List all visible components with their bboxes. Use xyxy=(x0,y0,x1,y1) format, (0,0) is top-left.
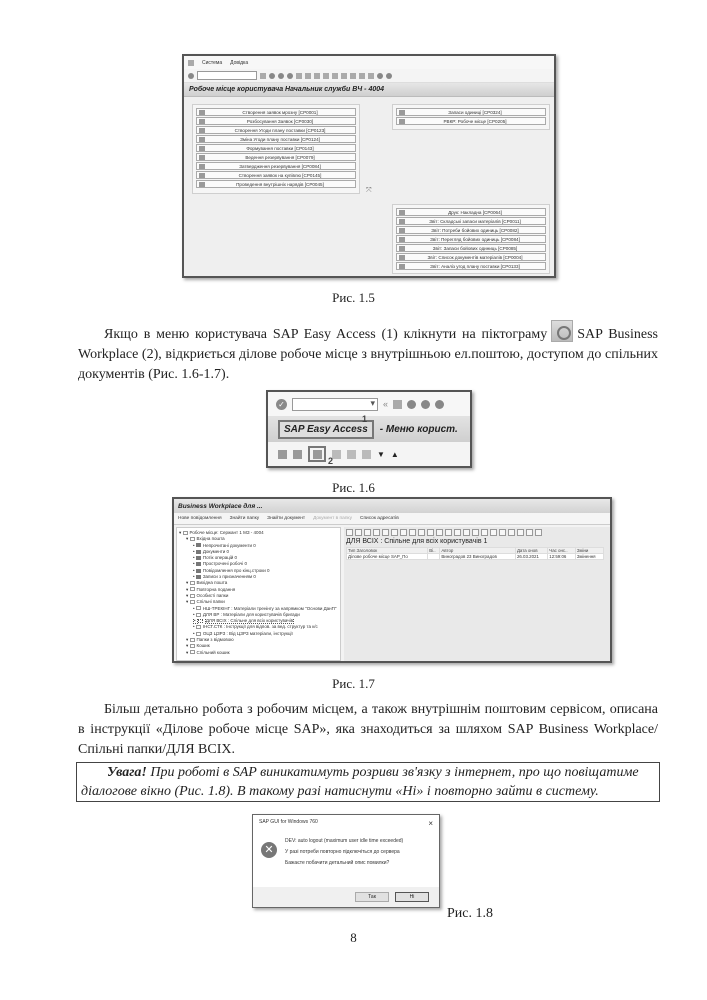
tree-node-label: Потік операцій 0 xyxy=(202,555,238,561)
list-tool-icon[interactable] xyxy=(490,529,497,536)
table-cell: Виноградов 23 Виноградов xyxy=(440,554,516,560)
tree-node-label: Документи 0 xyxy=(202,548,230,554)
column-header[interactable]: Автор xyxy=(440,548,516,554)
transaction-button[interactable] xyxy=(196,126,356,134)
screen-title: Робоче місце користувача Начальник служби ВЧ - 4004 xyxy=(184,83,554,97)
table-cell xyxy=(428,554,440,560)
left-button-panel xyxy=(192,104,360,194)
dialog-footer xyxy=(253,887,439,907)
list-tool-icon[interactable] xyxy=(364,529,371,536)
tree-node-label: Записи з призначенням 0 xyxy=(202,574,256,580)
list-tool-icon[interactable] xyxy=(373,529,380,536)
user-menu-title: - Меню корист. xyxy=(379,423,458,435)
tree-node-label: Повідомлення про кінц.строки 0 xyxy=(202,567,270,573)
first-page-icon[interactable] xyxy=(323,73,329,79)
tree-node-label: Робоче місце: Сержант 1 МЗ - 4004 xyxy=(189,530,264,535)
other-menu-icon[interactable] xyxy=(278,450,287,459)
page-number: 8 xyxy=(350,930,357,945)
paragraph-text: SAP Business Workplace (2), відкриється ділове робоче місце з внутрішньою ел.поштою, доступом до спільних документів (Рис. 1.6-1.7). xyxy=(78,327,659,382)
list-tool-icon[interactable] xyxy=(445,529,452,536)
transaction-button[interactable] xyxy=(196,171,356,179)
add-menu-icon[interactable] xyxy=(293,450,302,459)
button-label: Звіт: Перегляд бойових одиниць [CP0084] xyxy=(430,236,520,242)
list-tool-icon[interactable] xyxy=(472,529,479,536)
expand-icon[interactable]: ⤧ xyxy=(366,187,372,194)
back-icon[interactable] xyxy=(407,400,416,409)
delete-favorite-icon[interactable] xyxy=(347,450,356,459)
list-tool-icon[interactable] xyxy=(382,529,389,536)
help-icon[interactable] xyxy=(377,73,383,79)
list-tool-icon[interactable] xyxy=(418,529,425,536)
expand-arrow-icon[interactable]: ▾ xyxy=(186,592,190,598)
tree-node-label: Вхідна пошта xyxy=(196,536,225,542)
document-to-folder-button[interactable]: Документ в папку xyxy=(313,516,352,521)
business-workplace-icon xyxy=(313,450,322,459)
folder-icon xyxy=(190,600,195,604)
close-icon[interactable]: × xyxy=(428,819,433,828)
business-workplace-button[interactable] xyxy=(308,446,326,462)
right-bottom-button-panel xyxy=(392,204,550,274)
tree-node-label: Спільні папки xyxy=(196,599,225,605)
figure-caption: Рис. 1.5 xyxy=(332,290,375,305)
folder-icon xyxy=(196,606,201,610)
list-tool-icon[interactable] xyxy=(409,529,416,536)
transaction-button[interactable] xyxy=(196,162,356,170)
error-icon: ✕ xyxy=(261,842,277,858)
sap-easy-access-title: SAP Easy Access xyxy=(278,420,374,439)
expand-arrow-icon[interactable]: • xyxy=(193,561,196,567)
yes-button[interactable]: Так xyxy=(355,892,389,902)
expand-arrow-icon[interactable]: • xyxy=(193,611,196,617)
button-label: Друк: Накладна [CP0064] xyxy=(448,209,502,215)
figure-1-7-screenshot xyxy=(172,497,612,663)
exit-icon[interactable] xyxy=(278,73,284,79)
paragraph-text: Якщо в меню користувача SAP Easy Access (1) клікнути на піктограму xyxy=(104,327,548,342)
edit-icon[interactable] xyxy=(362,450,371,459)
enter-icon[interactable] xyxy=(188,73,194,79)
back-icon[interactable] xyxy=(269,73,275,79)
column-header[interactable]: Час онс.. xyxy=(548,548,576,554)
expand-arrow-icon[interactable]: • xyxy=(193,555,196,561)
tree-node-label: Повторна подання xyxy=(196,586,236,592)
tree-node-label: Особисті папки xyxy=(196,592,229,598)
expand-arrow-icon[interactable]: • xyxy=(193,574,196,580)
add-favorite-icon[interactable] xyxy=(332,450,341,459)
button-label: Звіт: Запаси бойових одиниць [CP0085] xyxy=(432,245,518,251)
business-workplace-icon xyxy=(551,320,573,342)
expand-arrow-icon[interactable]: • xyxy=(193,630,196,636)
inbox-icon xyxy=(196,575,201,579)
folder-icon xyxy=(183,531,188,535)
list-tool-icon[interactable] xyxy=(535,529,542,536)
expand-arrow-icon[interactable]: ▾ xyxy=(186,536,190,542)
transaction-button[interactable] xyxy=(396,262,546,270)
button-label: Зміна Угоди плану поставки [CP0124] xyxy=(240,136,320,142)
window-icon xyxy=(188,60,194,66)
menu-system[interactable]: Система xyxy=(202,59,223,66)
tree-node-label: НШ-ТРЕКІНГ : Матеріали тренінгу за напрямком "Основи ДанП" xyxy=(202,605,337,611)
transaction-button[interactable] xyxy=(396,253,546,261)
expand-arrow-icon[interactable]: • xyxy=(193,567,196,573)
transaction-button[interactable] xyxy=(196,153,356,161)
paragraph-text: Більш детально робота з робочим місцем, а також внутрішнім поштовим сервісом, описана в інструкції «Ділове робоче місце SAP», яка знаходиться за шляхом SAP Business Workplace/Спільні папки/ДЛЯ ВСІХ. xyxy=(78,702,658,757)
transaction-button[interactable] xyxy=(196,117,356,125)
expand-arrow-icon[interactable]: • xyxy=(193,624,196,630)
button-label: Створення заявок мрозну [CP0001] xyxy=(242,109,318,115)
find-next-icon[interactable] xyxy=(314,73,320,79)
expand-arrow-icon[interactable]: ▾ xyxy=(179,530,183,535)
expand-arrow-icon[interactable]: ▾ xyxy=(186,649,190,655)
list-tool-icon[interactable] xyxy=(463,529,470,536)
folder-icon xyxy=(190,644,195,648)
button-label: Розбосування Заявок [CP0030] xyxy=(246,118,314,124)
list-tool-icon[interactable] xyxy=(499,529,506,536)
transaction-button[interactable] xyxy=(196,144,356,152)
table-cell: 12:59:06 xyxy=(548,554,576,560)
button-label: Створення заявок на купівлю [CP0145] xyxy=(238,172,322,178)
collapse-down-icon[interactable]: ▼ xyxy=(377,449,385,459)
dialog-message-line: Бажаєте побачити детальний опис помилки? xyxy=(285,860,390,866)
folder-tree xyxy=(176,527,341,661)
button-label: Затвердження резервування [CP0084] xyxy=(239,163,321,169)
list-toolbar xyxy=(344,527,610,538)
transaction-button[interactable] xyxy=(196,135,356,143)
button-label: РВКР: Робоче місце [CP0205] xyxy=(443,118,507,124)
button-label: Формування поставки [CP0143] xyxy=(246,145,314,151)
dialog-message-line: DEV: auto logout (maximum user idle time exceeded) xyxy=(285,838,404,844)
folder-icon xyxy=(190,587,195,591)
figure-caption: Рис. 1.7 xyxy=(332,676,375,691)
menu-help[interactable]: Довідка xyxy=(230,59,249,66)
figure-1-6-screenshot xyxy=(266,390,472,468)
distribution-list-button[interactable]: Список адресатів xyxy=(359,516,399,521)
table-cell: Змінення xyxy=(575,554,603,560)
list-tool-icon[interactable] xyxy=(508,529,515,536)
paragraph-workplace-instructions xyxy=(78,700,658,760)
button-label: Ведення резервування [CP0079] xyxy=(245,154,315,160)
tree-node-label: Спільний кошик xyxy=(196,649,230,655)
window-title: Business Workplace для ... xyxy=(174,499,610,513)
exit-icon[interactable] xyxy=(421,400,430,409)
cancel-icon[interactable] xyxy=(435,400,444,409)
marker-2: 2 xyxy=(328,456,334,466)
document-table xyxy=(346,547,604,560)
button-label: Запаси одиниці [CP0324] xyxy=(448,109,502,115)
dialog-body xyxy=(253,832,439,873)
list-tool-icon[interactable] xyxy=(346,529,353,536)
table-row[interactable] xyxy=(347,554,604,560)
tree-node-label: ІНСТ.СТК : Інструкції для відпов. за вед. структур та к/с xyxy=(202,624,318,630)
menu-bar xyxy=(184,56,554,69)
folder-icon xyxy=(190,638,195,642)
figure-1-8-dialog xyxy=(252,814,440,908)
list-tool-icon[interactable] xyxy=(481,529,488,536)
tree-node-label: ДЛЯ ВР : Матеріали для користувачів бригади xyxy=(202,611,300,617)
prev-page-icon[interactable] xyxy=(332,73,338,79)
tree-node-label: ОЦЗ ЦЗРЗ : Від ЦЗРЗ матеріали, інструкції xyxy=(202,630,293,636)
list-tool-icon[interactable] xyxy=(427,529,434,536)
button-label: Звіт: Складські запаси матеріалів [CP0011] xyxy=(429,218,521,224)
tree-node-label: Папки з відмовою xyxy=(196,637,234,643)
warning-label: Увага! xyxy=(107,765,147,780)
list-tool-icon[interactable] xyxy=(436,529,443,536)
expand-arrow-icon[interactable]: • xyxy=(193,542,196,548)
transaction-button[interactable] xyxy=(396,244,546,252)
folder-icon xyxy=(196,613,201,617)
folder-icon xyxy=(190,581,195,585)
tree-node-label: Непрочитані документи 0 xyxy=(202,542,256,548)
figure-caption: Рис. 1.6 xyxy=(332,480,375,495)
expand-arrow-icon[interactable]: ▾ xyxy=(186,643,190,649)
transaction-button[interactable] xyxy=(396,108,546,116)
command-field[interactable] xyxy=(197,71,257,80)
save-icon[interactable] xyxy=(393,400,402,409)
inbox-icon xyxy=(196,562,201,566)
find-folder-button[interactable]: Знайти папку xyxy=(229,516,260,521)
expand-arrow-icon[interactable]: ▾ xyxy=(186,599,190,605)
toolbar xyxy=(268,392,470,416)
expand-arrow-icon[interactable]: • xyxy=(193,605,196,611)
folder-icon xyxy=(196,625,201,629)
title-row xyxy=(268,416,470,442)
tree-node-label: Кошик xyxy=(196,643,210,649)
marker-1: 1 xyxy=(362,414,368,424)
column-header[interactable]: Ві.. xyxy=(428,548,440,554)
inbox-icon xyxy=(196,543,201,547)
button-label: Створення Угоди плану поставки [CP0123] xyxy=(234,127,326,133)
column-header[interactable]: Тип Заголовок xyxy=(347,548,428,554)
folder-icon xyxy=(198,619,203,623)
column-header[interactable]: Зміни xyxy=(575,548,603,554)
transaction-button[interactable] xyxy=(396,226,546,234)
button-label: Звіт: Аналіз угод плану поставки [CP0133] xyxy=(430,263,520,269)
warning-text: При роботі в SAP виникатимуть розриви зв'язку з інтернет, про що повіщатиме діалогове вікно (Рис. 1.8). В такому разі натиснути «Ні» і повторно зайти в систему. xyxy=(81,765,639,799)
expand-arrow-icon[interactable]: ▾ xyxy=(186,580,190,586)
transaction-button[interactable] xyxy=(396,217,546,225)
inbox-icon xyxy=(196,550,201,554)
enter-icon[interactable]: ✓ xyxy=(276,399,287,410)
folder-icon xyxy=(190,594,195,598)
next-page-icon[interactable] xyxy=(341,73,347,79)
transaction-button[interactable] xyxy=(396,235,546,243)
figure-caption: Рис. 1.8 xyxy=(447,906,493,921)
folder-icon xyxy=(190,537,195,541)
settings-icon[interactable] xyxy=(386,73,392,79)
folder-icon xyxy=(196,632,201,636)
inbox-icon xyxy=(196,556,201,560)
cancel-icon[interactable] xyxy=(287,73,293,79)
dialog-message-line: У разі потреби повторно підключіться до сервера xyxy=(285,849,400,855)
tree-node-label: Прострочені робочі 0 xyxy=(202,561,247,567)
button-label: Звіт: Список документів матеріалів [CP0004] xyxy=(427,254,523,260)
save-icon[interactable] xyxy=(260,73,266,79)
tree-node-label: ДЛЯ ВСІХ : Спільне для всіх користувачів xyxy=(205,618,293,624)
transaction-button[interactable] xyxy=(196,180,356,188)
last-page-icon[interactable] xyxy=(350,73,356,79)
button-label: Проведення внутрішніх нарядів [CP0045] xyxy=(236,181,324,187)
list-tool-icon[interactable] xyxy=(517,529,524,536)
expand-arrow-icon[interactable]: ▾ xyxy=(186,637,190,643)
list-tool-icon[interactable] xyxy=(400,529,407,536)
expand-arrow-icon[interactable]: ▾ xyxy=(186,586,190,592)
expand-arrow-icon[interactable]: • xyxy=(194,618,197,624)
shortcut-icon[interactable] xyxy=(368,73,374,79)
find-document-button[interactable]: Знайти документ xyxy=(267,516,306,521)
transaction-button[interactable] xyxy=(196,108,356,116)
expand-arrow-icon[interactable]: • xyxy=(193,548,196,554)
new-session-icon[interactable] xyxy=(359,73,365,79)
list-tool-icon[interactable] xyxy=(391,529,398,536)
right-top-button-panel xyxy=(392,104,550,130)
table-cell: 26.03.2021 xyxy=(515,554,547,560)
no-button[interactable]: Ні xyxy=(395,892,429,902)
paragraph-easy-access xyxy=(78,320,658,385)
app-toolbar xyxy=(174,513,610,525)
toolbar xyxy=(184,69,554,83)
table-cell: Ділове робоче місце SAP_По xyxy=(347,554,428,560)
list-tool-icon[interactable] xyxy=(526,529,533,536)
dialog-titlebar xyxy=(253,815,439,832)
list-tool-icon[interactable] xyxy=(355,529,362,536)
document-list-pane xyxy=(344,527,610,661)
transaction-button[interactable] xyxy=(396,117,546,125)
command-field[interactable] xyxy=(292,398,378,411)
warning-note xyxy=(76,762,660,802)
app-toolbar xyxy=(268,442,470,466)
column-header[interactable]: Дата онов xyxy=(515,548,547,554)
folder-title: ДЛЯ ВСІХ : Спільне для всіх користувачів 1 xyxy=(346,538,488,545)
tree-node-label: Вихідна пошта xyxy=(196,580,228,586)
dialog-title: SAP GUI for Windows 760 xyxy=(259,819,318,825)
transaction-button[interactable] xyxy=(396,208,546,216)
expand-up-icon[interactable]: ▲ xyxy=(390,449,399,459)
print-icon[interactable] xyxy=(296,73,302,79)
inbox-icon xyxy=(196,569,201,573)
button-label: Звіт: Потреби бойових одиниць [CP0082] xyxy=(431,227,519,233)
list-tool-icon[interactable] xyxy=(454,529,461,536)
folder-icon xyxy=(190,650,195,654)
figure-1-5-screenshot xyxy=(182,54,556,278)
new-message-button[interactable]: Нове повідомлення xyxy=(178,516,222,521)
double-chevron-icon[interactable]: « xyxy=(383,399,389,409)
find-icon[interactable] xyxy=(305,73,311,79)
tree-node[interactable] xyxy=(179,650,338,656)
